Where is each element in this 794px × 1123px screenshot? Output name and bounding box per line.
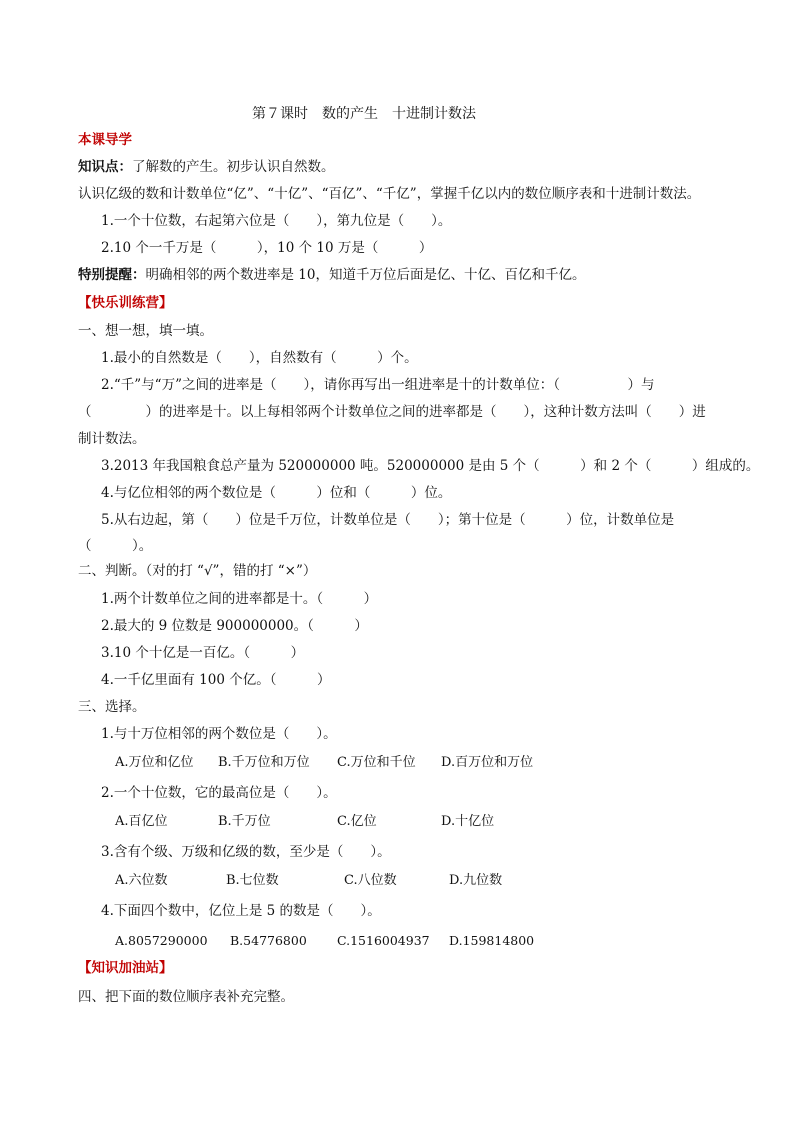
tip-line <box>78 266 585 284</box>
s3-question-1: 1.与十万位相邻的两个数位是（ ）。 <box>101 726 337 742</box>
tip-text: 明确相邻的两个数进率是 10，知道千万位后面是亿、十亿、百亿和千亿。 <box>145 267 586 283</box>
s3-q1-option-b: B.千万位和万位 <box>218 755 310 770</box>
tip-label: 特别提醒： <box>78 267 146 283</box>
s3-question-4: 4.下面四个数中，亿位上是 5 的数是（ ）。 <box>101 903 381 919</box>
knowledge-line-2: 认识亿级的数和计数单位“亿”、“十亿”、“百亿”、“千亿”，掌握千亿以内的数位顺序表和十进制计数法。 <box>78 186 701 202</box>
guide-question-1: 1.一个十位数，右起第六位是（ ），第九位是（ ）。 <box>101 213 452 229</box>
section-3-title: 三、选择。 <box>78 699 146 715</box>
s3-q4-option-c: C.1516004937 <box>337 933 430 948</box>
s3-q3-option-d: D.九位数 <box>449 873 503 888</box>
s3-q2-option-c: C.亿位 <box>337 814 377 829</box>
guide-heading: 本课导学 <box>78 132 132 148</box>
s1-question-3: 3.2013 年我国粮食总产量为 520000000 吨。520000000 是由 5 个（ ）和 2 个（ ）组成的。 <box>101 458 760 474</box>
s3-q3-option-c: C.八位数 <box>344 873 397 888</box>
s3-q2-option-d: D.十亿位 <box>441 814 495 829</box>
knowledge-label: 知识点： <box>78 159 132 175</box>
s3-q2-option-a: A.百亿位 <box>115 814 168 829</box>
s1-question-2c: 制计数法。 <box>78 431 146 447</box>
camp-heading: 【快乐训练营】 <box>78 295 173 311</box>
knowledge-line <box>78 158 335 176</box>
station-heading: 【知识加油站】 <box>78 960 173 976</box>
s3-q3-option-b: B.七位数 <box>226 873 279 888</box>
s3-q2-option-b: B.千万位 <box>218 814 271 829</box>
s2-question-2: 2.最大的 9 位数是 900000000。（ ） <box>101 618 368 634</box>
s3-q4-option-b: B.54776800 <box>230 933 307 948</box>
s2-question-4: 4.一千亿里面有 100 个亿。（ ） <box>101 672 331 688</box>
s3-q1-option-a: A.万位和亿位 <box>115 755 194 770</box>
section-2-title: 二、判断。（对的打 “√”，错的打 “×”） <box>78 563 317 579</box>
s3-q4-option-d: D.159814800 <box>449 933 535 948</box>
s3-q4-option-a: A.8057290000 <box>115 933 208 948</box>
s3-question-3: 3.含有个级、万级和亿级的数，至少是（ ）。 <box>101 844 391 860</box>
s1-question-5b: （ ）。 <box>78 538 153 554</box>
s1-question-1: 1.最小的自然数是（ ），自然数有（ ）个。 <box>101 350 418 366</box>
section-4-title: 四、把下面的数位顺序表补充完整。 <box>78 989 294 1005</box>
guide-question-2: 2.10 个一千万是（ ），10 个 10 万是（ ） <box>101 240 433 256</box>
s3-q3-option-a: A.六位数 <box>115 873 168 888</box>
s3-question-2: 2.一个十位数，它的最高位是（ ）。 <box>101 785 337 801</box>
s3-q1-option-c: C.万位和千位 <box>337 755 416 770</box>
s2-question-1: 1.两个计数单位之间的进率都是十。（ ） <box>101 591 378 607</box>
page-title: 第７课时 数的产生 十进制计数法 <box>252 106 476 122</box>
section-1-title: 一、想一想，填一填。 <box>78 323 213 339</box>
knowledge-text: 了解数的产生。初步认识自然数。 <box>132 159 335 175</box>
s2-question-3: 3.10 个十亿是一百亿。（ ） <box>101 645 305 661</box>
s1-question-2a: 2.“千”与“万”之间的进率是（ ），请你再写出一组进率是十的计数单位：（ ）与 <box>101 377 655 393</box>
s1-question-5a: 5.从右边起，第（ ）位是千万位，计数单位是（ ）；第十位是（ ）位，计数单位是 <box>101 512 675 528</box>
s1-question-2b: （ ）的进率是十。以上每相邻两个计数单位之间的进率都是（ ），这种计数方法叫（ ）进 <box>78 404 706 420</box>
s1-question-4: 4.与亿位相邻的两个数位是（ ）位和（ ）位。 <box>101 485 452 501</box>
s3-q1-option-d: D.百万位和万位 <box>441 755 534 770</box>
